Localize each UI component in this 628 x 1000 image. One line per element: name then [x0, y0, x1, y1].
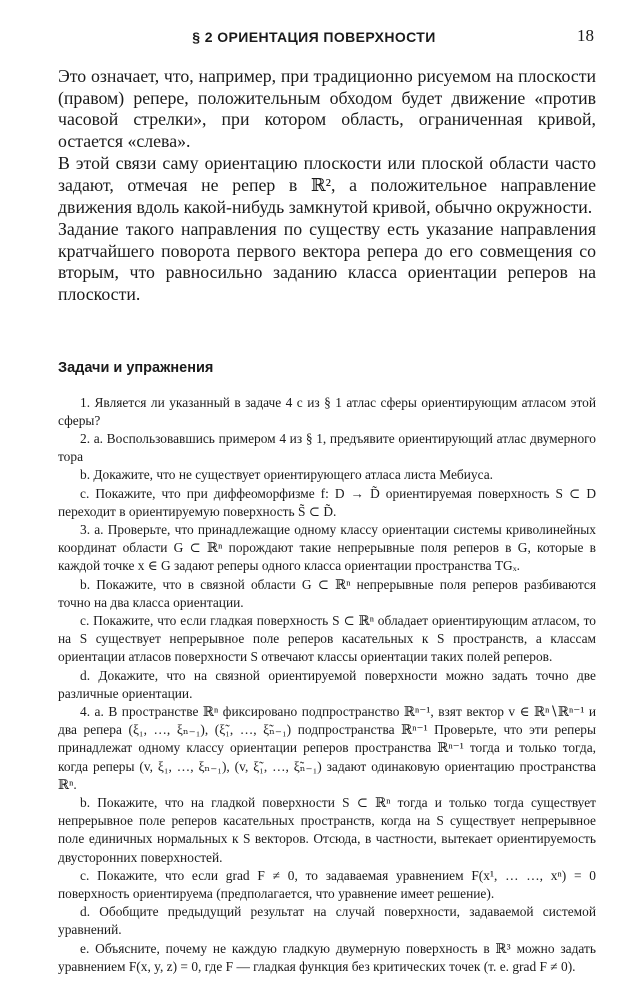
paragraph: Задание такого направления по существу есть указание направления кратчайшего поворота первого вектора репера до его совмещения со вторым, что равносильно заданию класса ориентации реперов на плоскости. — [58, 219, 596, 304]
running-header — [0, 26, 628, 50]
exercise-item: с. Покажите, что если grad F ≠ 0, то задаваемая уравнением F(x¹, … …, xⁿ) = 0 поверхность ориентируема (предполагается, что уравнение имеет решение). — [58, 867, 596, 902]
exercise-item: 1. Является ли указанный в задаче 4 с из § 1 атлас сферы ориентирующим атласом этой сферы? — [58, 394, 596, 428]
page-body — [58, 66, 596, 976]
exercise-item: d. Докажите, что на связной ориентируемой поверхности можно задать точно две различные ориентации. — [58, 667, 596, 701]
paragraph: В этой связи саму ориентацию плоскости или плоской области часто задают, отмечая не репер в ℝ², а положительное направление движения вдоль какой-нибудь замкнутой кривой, обычно окружности. — [58, 153, 596, 217]
paragraph: Это означает, что, например, при традиционно рисуемом на плоскости (правом) репере, положительным обходом будет движение «против часовой стрелки», при котором область, ограниченная кривой, остается «слева». — [58, 66, 596, 151]
page-number: 18 — [577, 26, 594, 45]
exercises-list — [58, 394, 596, 977]
exercise-item: 2. а. Воспользовавшись примером 4 из § 1, предъявите ориентирующий атлас двумерного тора — [58, 430, 596, 465]
exercise-item: е. Объясните, почему не каждую гладкую двумерную поверхность в ℝ³ можно задать уравнением F(x, y, z) = 0, где F — гладкая функция без критических точек (т. е. grad F ≠ 0). — [58, 940, 596, 974]
section-header-title: § 2 ОРИЕНТАЦИЯ ПОВЕРХНОСТИ — [192, 29, 436, 45]
exercise-item: b. Покажите, что в связной области G ⊂ ℝⁿ непрерывные поля реперов разбиваются точно на два класса ориентации. — [58, 576, 596, 610]
exercise-item: 3. а. Проверьте, что принадлежащие одному классу ориентации системы криволинейных координат области G ⊂ ℝⁿ порождают такие непрерывные поля реперов в G, которые в каждой точке x ∈ G задают реперы одного класса ориентации пространства TGₓ. — [58, 521, 596, 574]
exercise-item: с. Покажите, что при диффеоморфизме f: D → D̃ ориентируемая поверхность S ⊂ D переходит в ориентируемую поверхность S̃ ⊂ D̃. — [58, 485, 596, 519]
exercise-item: b. Покажите, что на гладкой поверхности S ⊂ ℝⁿ тогда и только тогда существует непрерывное поле реперов касательных пространств, когда на S существует непрерывное поле единичных нормальных к S векторов. Отсюда, в частности, вытекает ориентируемость двусторонних поверхностей. — [58, 795, 596, 865]
main-text — [58, 66, 596, 306]
exercise-item: b. Докажите, что не существует ориентирующего атласа листа Мебиуса. — [80, 467, 493, 483]
exercise-item: 4. а. В пространстве ℝⁿ фиксировано подпространство ℝⁿ⁻¹, взят вектор v ∈ ℝⁿ∖ℝⁿ⁻¹ и два репера (ξ₁, …, ξₙ₋₁), (ξ̃₁, …, ξ̃ₙ₋₁) подпространства ℝⁿ⁻¹ Проверьте, что эти реперы принадлежат одному классу ориентации реперов пространства ℝⁿ⁻¹ тогда и только тогда, когда реперы (v, ξ₁, …, ξₙ₋₁), (v, ξ̃₁, …, ξ̃ₙ₋₁) задают одинаковую ориентацию пространства ℝⁿ. — [58, 703, 596, 792]
exercises-heading: Задачи и упражнения — [58, 359, 214, 376]
exercise-item: с. Покажите, что если гладкая поверхность S ⊂ ℝⁿ обладает ориентирующим атласом, то на S существует непрерывное поле реперов касательных к S пространств, а классам ориентации атласов поверхности S отвечают классы ориентации таких полей реперов. — [58, 612, 596, 665]
exercise-item: d. Обобщите предыдущий результат на случай поверхности, задаваемой системой уравнений. — [58, 904, 596, 938]
